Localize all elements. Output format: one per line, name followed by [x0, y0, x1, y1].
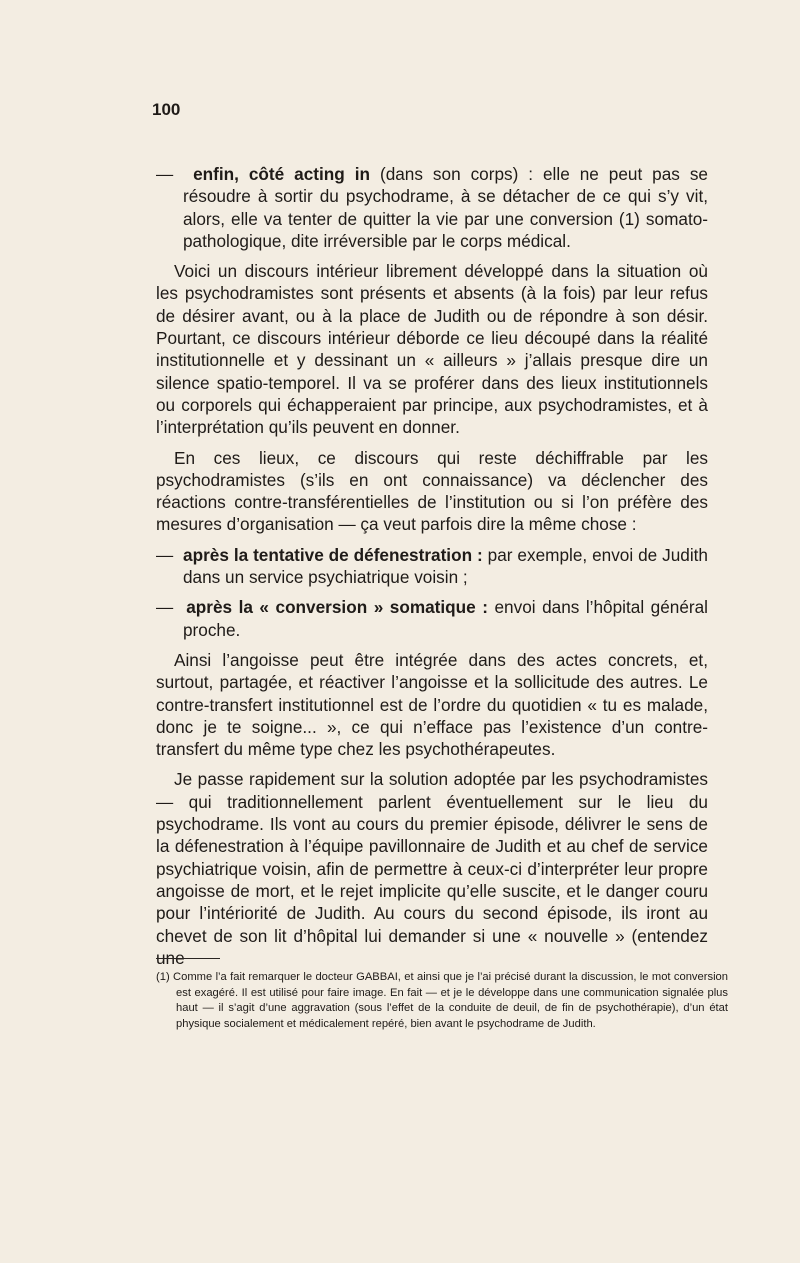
bold-lead: après la tentative de défenestration :: [183, 544, 483, 565]
list-item-apres-conversion: [156, 596, 708, 641]
item-text: envoi dans l’hôpital général proche.: [183, 597, 708, 640]
paragraph-2: En ces lieux, ce discours qui reste déchiffrable par les psychodramistes (s’ils en ont connaissance) va déclencher des réactions contre-transférentielles de l’institution ou si l’on préfère des mesures d’organisation — ça veut parfois dire la même chose :: [156, 447, 708, 535]
paragraph-3: Ainsi l’angoisse peut être intégrée dans des actes concrets, et, surtout, partagée, et réactiver l’angoisse et la sollicitude des autres. Le contre-transfert institutionnel est de l’ordre du quotidien « tu es malade, donc je te soigne... », ce qui n’efface pas l’existence d’un contre-transfert du même type chez les psychothérapeutes.: [156, 649, 708, 760]
bold-lead: enfin, côté acting in: [193, 164, 371, 184]
paragraph-1: Voici un discours intérieur librement développé dans la situation où les psychodramistes sont présents et absents (à la fois) par leur refus de désirer avant, ou à la place de Judith ou de répondre à son désir. Pourtant, ce discours intérieur déborde ce lieu découpé dans la réalité institutionnelle et y dessinant un « ailleurs » j’allais presque dire un silence spatio-temporel. Il va se proférer dans des lieux institutionnels ou corporels qui échapperaient par principe, aux psychodramistes, et à l’interprétation qu’ils peuvent en donner.: [156, 261, 708, 438]
footnote-divider: [156, 958, 220, 959]
em-dash: —: [156, 597, 174, 618]
bold-lead: après la « conversion » somatique :: [186, 597, 488, 618]
footnote: (1) Comme l’a fait remarquer le docteur GABBAI, et ainsi que je l’ai précisé durant la discussion, le mot conversion est exagéré. Il est utilisé pour faire image. En fait — et je le développe dans une communication signalée plus haut — il s’agit d’une aggravation (sous l’effet de la conduite de deuil, de fin de psychothérapie), d’un état physique socialement et médicalement repéré, bien avant le psychodrame de Judith.: [156, 971, 728, 1030]
list-item-enfin: [156, 163, 708, 252]
em-dash: —: [156, 544, 174, 565]
body-text: [156, 163, 708, 977]
page-number: 100: [152, 100, 181, 119]
em-dash: —: [156, 164, 174, 184]
paragraph-4: Je passe rapidement sur la solution adoptée par les psychodramistes — qui traditionnellement parlent éventuellement sur le lieu du psychodrame. Ils vont au cours du premier épisode, délivrer le sens de la défenestration à l’équipe pavillonnaire de Judith et au chef de service psychiatrique voisin, afin de permettre à ceux-ci d’interpréter leur propre angoisse de mort, et le rejet implicite qu’elle suscite, et le danger couru pour l’intériorité de Judith. Au cours du second épisode, ils iront au chevet de son lit d’hôpital lui demander si une « nouvelle » (entendez une: [156, 769, 708, 968]
item-text: par exemple, envoi de Judith dans un service psychiatrique voisin ;: [183, 544, 708, 588]
item-text: (dans son corps) : elle ne peut pas se résoudre à sortir du psychodrame, à se détacher de ce qui s’y vit, alors, elle va tenter de quitter la vie par une conversion (1) somato-pathologique, dite irréversible par le corps médical.: [183, 164, 708, 251]
list-item-apres-tentative: [156, 544, 708, 589]
